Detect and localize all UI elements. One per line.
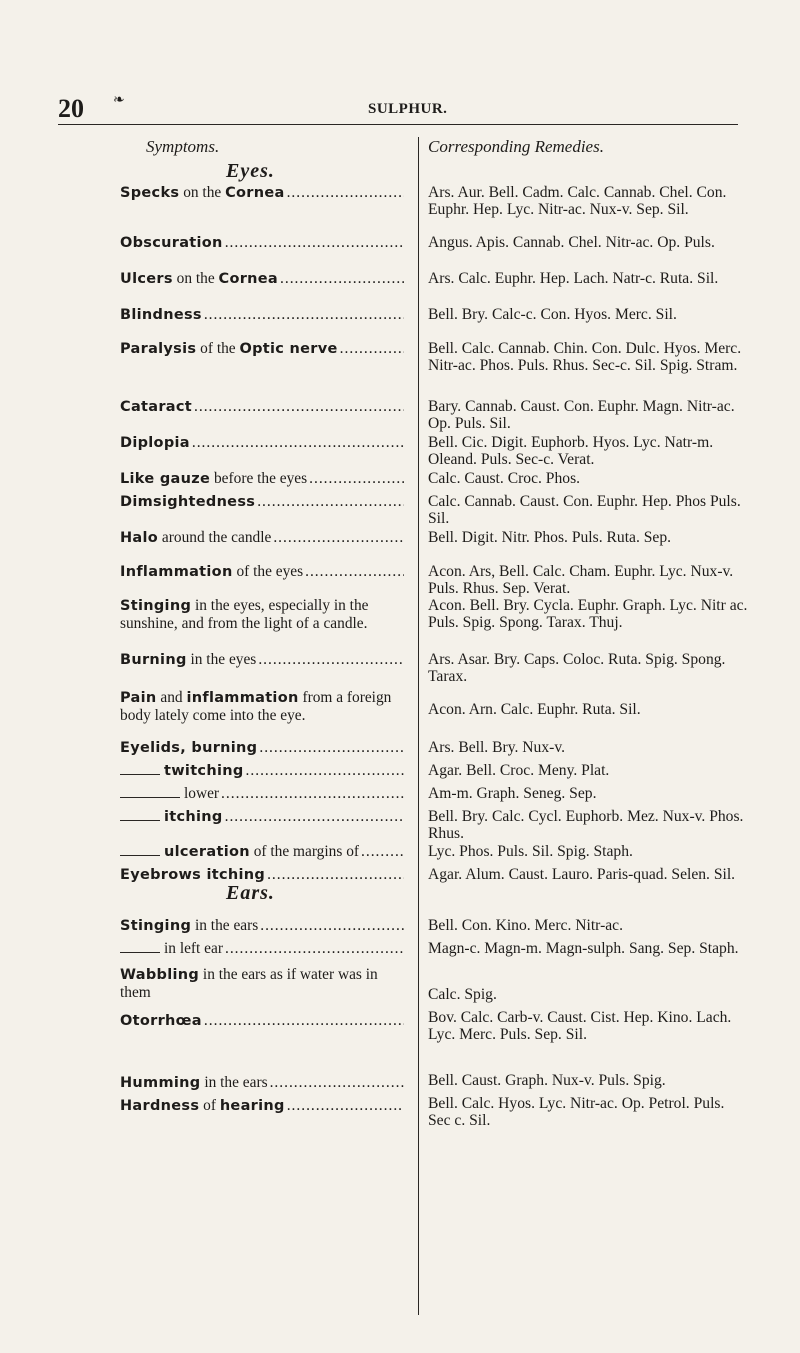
symptom-keyword: Optic nerve — [239, 341, 338, 357]
remedy-list: Angus. Apis. Cannab. Chel. Nitr-ac. Op. Puls. — [428, 234, 715, 251]
leader-dots — [204, 1012, 404, 1030]
symptom-keyword: Inflammation — [120, 564, 233, 580]
symptom-keyword: Specks — [120, 185, 180, 201]
symptom-keyword: Pain — [120, 690, 157, 706]
leader-dots — [257, 493, 404, 511]
symptom-entry — [120, 917, 404, 935]
symptom-keyword: Halo — [120, 530, 159, 546]
leader-dots — [361, 843, 404, 861]
symptom-entry — [120, 306, 404, 324]
remedy-list: Agar. Bell. Croc. Meny. Plat. — [428, 762, 610, 779]
symptom-text — [120, 340, 404, 358]
symptom-entry — [120, 434, 404, 452]
symptom-keyword: Stinging — [120, 918, 192, 934]
symptom-entry — [120, 597, 404, 633]
leader-dots — [273, 529, 404, 547]
symptom-keyword: Obscuration — [120, 235, 223, 251]
remedy-list: Bell. Bry. Calc. Cycl. Euphorb. Mez. Nux-v. Phos. Rhus. — [428, 808, 744, 842]
leader-dots — [280, 270, 404, 288]
leader-dots — [194, 398, 404, 416]
remedy-list: Lyc. Phos. Puls. Sil. Spig. Staph. — [428, 843, 633, 860]
header-rule — [58, 124, 738, 125]
ditto-dash — [120, 797, 180, 798]
symptom-keyword: Like gauze — [120, 471, 211, 487]
symptom-keyword: Humming — [120, 1075, 201, 1091]
symptom-keyword: hearing — [219, 1098, 285, 1114]
symptom-qualifier: of the eyes — [232, 563, 304, 580]
remedy-list: Magn-c. Magn-m. Magn-sulph. Sang. Sep. Staph. — [428, 940, 739, 957]
symptom-text — [120, 270, 404, 288]
symptom-keyword: Paralysis — [120, 341, 197, 357]
symptom-qualifier: lower — [184, 785, 220, 802]
symptom-text — [120, 234, 404, 252]
symptom-qualifier: from a foreign body lately come into the eye. — [120, 689, 396, 724]
symptom-text — [120, 785, 404, 803]
leader-dots — [340, 340, 404, 358]
symptom-entry — [120, 1012, 404, 1030]
leader-dots — [267, 866, 404, 884]
symptom-entry — [120, 785, 404, 803]
page-number: 20 — [58, 94, 84, 123]
ditto-dash — [120, 820, 160, 821]
remedy-list: Agar. Alum. Caust. Lauro. Paris-quad. Selen. Sil. — [428, 866, 736, 883]
symptom-qualifier: on the — [172, 270, 219, 287]
remedy-list: Bell. Cic. Digit. Euphorb. Hyos. Lyc. Natr-m. Oleand. Puls. Sec-c. Verat. — [428, 434, 714, 468]
symptom-entry — [120, 808, 404, 826]
symptom-keyword: Otorrhœa — [120, 1013, 202, 1029]
symptoms-column-heading: Symptoms. — [146, 137, 220, 156]
symptom-keyword: Dimsightedness — [120, 494, 256, 510]
symptom-text — [120, 651, 404, 669]
symptom-entry — [120, 184, 404, 202]
leader-dots — [260, 917, 404, 935]
leader-dots — [225, 808, 404, 826]
symptom-text — [120, 493, 404, 511]
leader-dots — [246, 762, 404, 780]
symptom-qualifier: in the ears as if water was in them — [120, 966, 382, 1001]
symptom-keyword: Eyebrows itching — [120, 867, 266, 883]
ditto-dash — [120, 774, 160, 775]
running-head: SULPHUR. — [368, 101, 448, 117]
symptom-entry — [120, 843, 404, 861]
symptom-qualifier: in the eyes, especially in the sunshine, and from the light of a candle. — [120, 597, 373, 632]
symptom-entry — [120, 762, 404, 780]
symptom-text — [120, 434, 404, 452]
symptom-entry — [120, 234, 404, 252]
ditto-dash — [120, 855, 160, 856]
remedy-list: Bell. Caust. Graph. Nux-v. Puls. Spig. — [428, 1072, 666, 1089]
symptom-qualifier: in the eyes — [186, 651, 257, 668]
symptom-keyword: Ulcers — [120, 271, 173, 287]
symptom-qualifier: of the margins of — [249, 843, 360, 860]
remedy-list: Acon. Bell. Bry. Cycla. Euphr. Graph. Lyc. Nitr ac. Puls. Spig. Spong. Tarax. Thuj. — [428, 597, 748, 631]
symptom-entry — [120, 563, 404, 581]
symptom-keyword: Blindness — [120, 307, 202, 323]
remedy-list: Ars. Calc. Euphr. Hep. Lach. Natr-c. Ruta. Sil. — [428, 270, 719, 287]
leader-dots — [225, 940, 404, 958]
section-title-eyes: Eyes. — [226, 160, 275, 182]
symptom-qualifier: in left ear — [164, 940, 223, 957]
remedy-list: Am-m. Graph. Seneg. Sep. — [428, 785, 597, 802]
symptom-keyword: Cornea — [218, 271, 279, 287]
symptom-keyword: Burning — [120, 652, 187, 668]
symptom-entry — [120, 398, 404, 416]
symptom-keyword: twitching — [164, 763, 244, 779]
symptom-keyword: Wabbling — [120, 967, 200, 983]
symptom-keyword: Diplopia — [120, 435, 190, 451]
symptom-text — [120, 306, 404, 324]
symptom-entry — [120, 470, 404, 488]
symptom-text — [120, 689, 404, 725]
remedy-list: Calc. Cannab. Caust. Con. Euphr. Hep. Phos Puls. Sil. — [428, 493, 741, 527]
symptom-entry — [120, 739, 404, 757]
remedies-column-heading: Corresponding Remedies. — [428, 137, 604, 156]
symptom-text — [120, 1097, 404, 1115]
symptom-entry — [120, 866, 404, 884]
remedy-list: Bell. Digit. Nitr. Phos. Puls. Ruta. Sep. — [428, 529, 672, 546]
leader-dots — [287, 184, 404, 202]
symptom-text — [120, 739, 404, 757]
symptom-entry — [120, 340, 404, 358]
remedy-list: Calc. Caust. Croc. Phos. — [428, 470, 581, 487]
symptom-entry — [120, 1097, 404, 1115]
symptom-text — [120, 470, 404, 488]
symptom-keyword: ulceration — [164, 844, 250, 860]
remedy-list: Ars. Aur. Bell. Cadm. Calc. Cannab. Chel. Con. Euphr. Hep. Lyc. Nitr-ac. Nux-v. Sep. Sil. — [428, 184, 727, 218]
symptom-qualifier: of — [199, 1097, 220, 1114]
symptom-keyword: Cataract — [120, 399, 193, 415]
ditto-dash — [120, 952, 160, 953]
symptom-qualifier: on the — [179, 184, 226, 201]
remedy-list: Bell. Bry. Calc-c. Con. Hyos. Merc. Sil. — [428, 306, 677, 323]
ornament-icon: ❧ — [113, 93, 125, 108]
symptom-text — [120, 1012, 404, 1030]
remedy-list: Bell. Con. Kino. Merc. Nitr-ac. — [428, 917, 623, 934]
symptom-entry — [120, 1074, 404, 1092]
remedy-list: Bov. Calc. Carb-v. Caust. Cist. Hep. Kino. Lach. Lyc. Merc. Puls. Sep. Sil. — [428, 1009, 732, 1043]
leader-dots — [204, 306, 404, 324]
section-title-ears: Ears. — [226, 882, 275, 904]
symptom-qualifier: before the eyes — [210, 470, 308, 487]
leader-dots — [287, 1097, 404, 1115]
symptom-text — [120, 529, 404, 547]
symptom-entry — [120, 651, 404, 669]
symptom-keyword: Stinging — [120, 598, 192, 614]
symptom-keyword: itching — [164, 809, 223, 825]
remedy-list: Bell. Calc. Hyos. Lyc. Nitr-ac. Op. Petrol. Puls. Sec c. Sil. — [428, 1095, 725, 1129]
symptom-keyword: Hardness — [120, 1098, 200, 1114]
remedy-list: Acon. Ars, Bell. Calc. Cham. Euphr. Lyc. Nux-v. Puls. Rhus. Sep. Verat. — [428, 563, 734, 597]
symptom-text — [120, 597, 404, 633]
symptom-entry — [120, 270, 404, 288]
symptom-qualifier: of the — [196, 340, 240, 357]
leader-dots — [309, 470, 404, 488]
remedy-list: Acon. Arn. Calc. Euphr. Ruta. Sil. — [428, 701, 641, 718]
symptom-entry — [120, 529, 404, 547]
symptom-text — [120, 184, 404, 202]
symptom-text — [120, 808, 404, 826]
leader-dots — [305, 563, 404, 581]
symptom-keyword: Cornea — [225, 185, 285, 201]
symptom-keyword: inflammation — [186, 690, 299, 706]
leader-dots — [270, 1074, 404, 1092]
symptom-text — [120, 762, 404, 780]
symptom-entry — [120, 940, 404, 958]
symptom-text — [120, 917, 404, 935]
leader-dots — [192, 434, 404, 452]
remedy-list: Calc. Spig. — [428, 986, 497, 1003]
column-divider — [418, 137, 419, 1315]
symptom-text — [120, 563, 404, 581]
symptom-text — [120, 866, 404, 884]
symptom-qualifier: around the candle — [158, 529, 272, 546]
symptom-text — [120, 843, 404, 861]
symptom-entry — [120, 966, 404, 1002]
symptom-keyword: Eyelids, burning — [120, 740, 258, 756]
leader-dots — [221, 785, 404, 803]
remedy-list: Bell. Calc. Cannab. Chin. Con. Dulc. Hyos. Merc. Nitr-ac. Phos. Puls. Rhus. Sec-c. Sil. Spig. Stram. — [428, 340, 742, 374]
symptom-qualifier: in the ears — [191, 917, 259, 934]
leader-dots — [259, 739, 404, 757]
leader-dots — [225, 234, 404, 252]
symptom-qualifier: and — [156, 689, 187, 706]
remedy-list: Bary. Cannab. Caust. Con. Euphr. Magn. Nitr-ac. Op. Puls. Sil. — [428, 398, 735, 432]
symptom-text — [120, 398, 404, 416]
leader-dots — [258, 651, 404, 669]
page-header — [58, 94, 738, 124]
remedy-list: Ars. Bell. Bry. Nux-v. — [428, 739, 566, 756]
symptom-text — [120, 966, 404, 1002]
symptom-text — [120, 940, 404, 958]
symptom-qualifier: in the ears — [200, 1074, 268, 1091]
remedy-list: Ars. Asar. Bry. Caps. Coloc. Ruta. Spig. Spong. Tarax. — [428, 651, 726, 685]
symptom-entry — [120, 689, 404, 725]
symptom-text — [120, 1074, 404, 1092]
symptom-entry — [120, 493, 404, 511]
